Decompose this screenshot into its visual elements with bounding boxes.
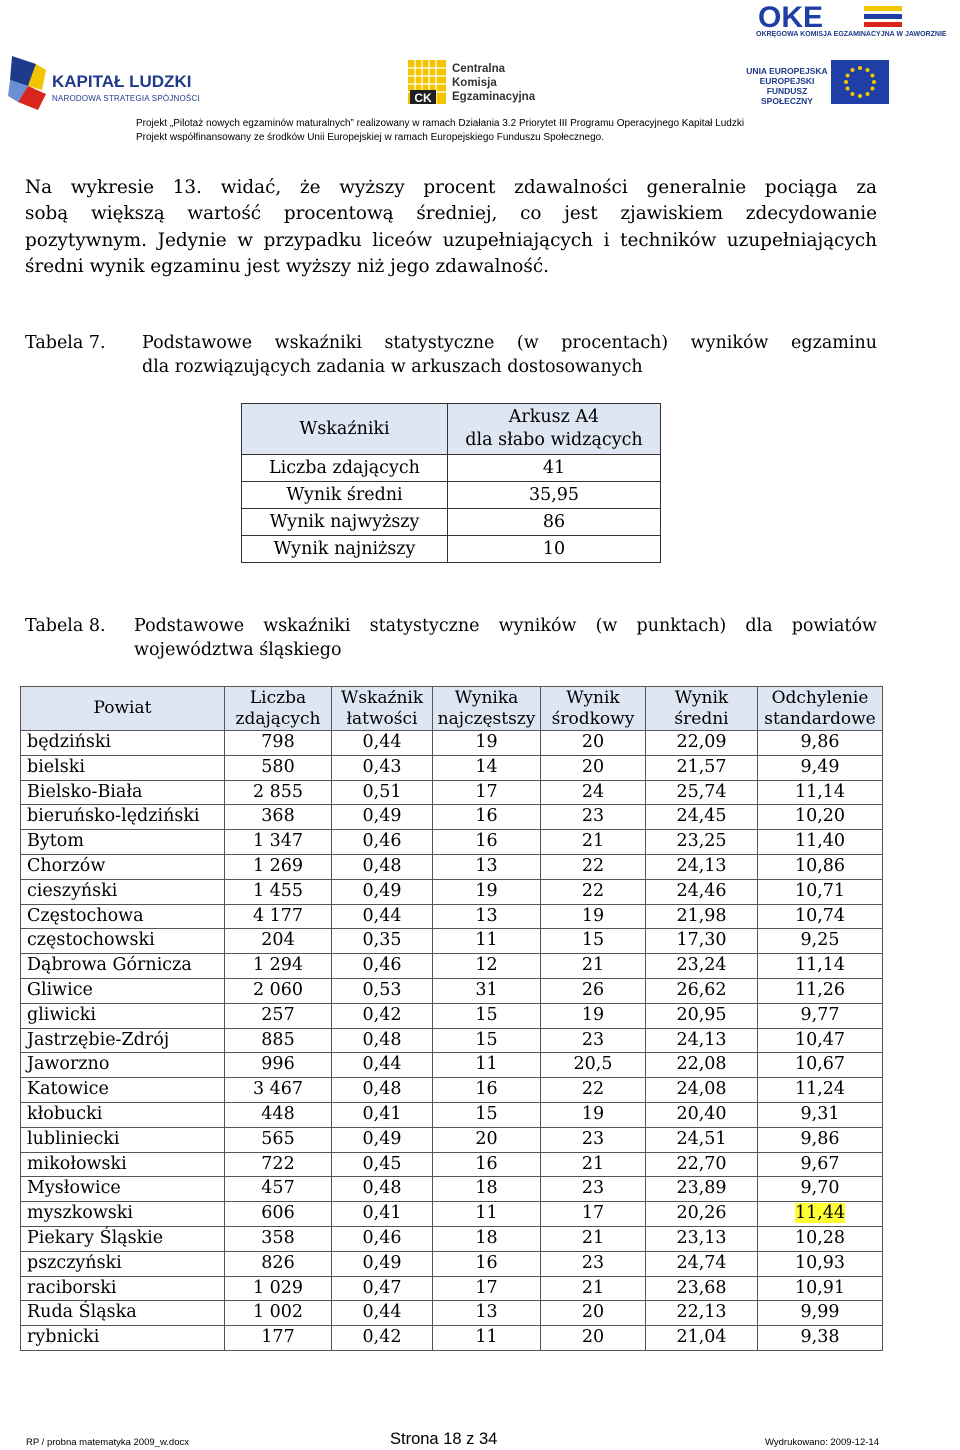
table-row (21, 1102, 883, 1127)
footer-page-number: Strona 18 z 34 (390, 1430, 498, 1448)
table8-value-cell: 24,13 (646, 1028, 758, 1053)
table8-value-cell: 9,67 (758, 1152, 883, 1177)
cke-mark-text: CK (414, 91, 432, 104)
table8-value-cell: 24,45 (646, 805, 758, 830)
table8-value-cell: 10,86 (758, 854, 883, 879)
table8-value-cell: 13 (433, 904, 541, 929)
table8-value-cell: 1 347 (225, 830, 332, 855)
table7-row-value: 86 (448, 509, 661, 536)
table8-value-cell: 22,08 (646, 1053, 758, 1078)
table8-value-cell: 24,46 (646, 879, 758, 904)
table7-caption-line-2: dla rozwiązujących zadania w arkuszach dostosowanych (142, 357, 643, 377)
table8-header-line: Wynik (566, 687, 620, 708)
table8-value-cell: 0,48 (332, 1028, 433, 1053)
table8-value-cell: 10,28 (758, 1226, 883, 1251)
table8-value-cell: 13 (433, 854, 541, 879)
table8-value-cell: 1 029 (225, 1276, 332, 1301)
table8-value-cell: 20 (541, 1301, 646, 1326)
table8-powiat-cell: Katowice (21, 1078, 225, 1103)
table7-header-sheet (448, 404, 661, 455)
table8-label: Tabela 8. (25, 616, 106, 636)
table8-value-cell: 23,68 (646, 1276, 758, 1301)
table8-value-cell: 21,98 (646, 904, 758, 929)
table8-value-cell: 204 (225, 929, 332, 954)
table8-powiat-cell: Dąbrowa Górnicza (21, 954, 225, 979)
footer-print-date: Wydrukowano: 2009-12-14 (765, 1437, 879, 1448)
cke-grid-icon (408, 60, 446, 104)
table8-header-cell (646, 687, 758, 731)
table8-value-cell: 19 (541, 1102, 646, 1127)
table8-value-cell: 2 855 (225, 780, 332, 805)
table8-value-cell: 0,48 (332, 1078, 433, 1103)
table8-value-cell: 15 (433, 1102, 541, 1127)
table8-header-line: łatwości (346, 708, 418, 729)
table8-powiat-cell: Ruda Śląska (21, 1301, 225, 1326)
table8-value-cell: 1 269 (225, 854, 332, 879)
table8-value-cell: 565 (225, 1127, 332, 1152)
table8-header-cell (758, 687, 883, 731)
table8-value-cell: 13 (433, 1301, 541, 1326)
table8-value-cell: 17 (541, 1202, 646, 1227)
table8-powiat-cell: Gliwice (21, 978, 225, 1003)
table8-value-cell: 16 (433, 1152, 541, 1177)
table8-value-cell: 23,89 (646, 1177, 758, 1202)
table8-value-cell: 826 (225, 1251, 332, 1276)
table7-caption (25, 331, 877, 381)
table8-value-cell: 9,70 (758, 1177, 883, 1202)
table8-header-line: Liczba (249, 687, 307, 708)
table8-value-cell: 22 (541, 879, 646, 904)
table-row (21, 1078, 883, 1103)
table8-powiat-cell: Częstochowa (21, 904, 225, 929)
table8-powiat-cell: Mysłowice (21, 1177, 225, 1202)
table8-powiat-cell: Bytom (21, 830, 225, 855)
table7-header-sheet-line-2: dla słabo widzących (465, 430, 643, 450)
cke-name (452, 62, 535, 104)
table8-value-cell: 24,08 (646, 1078, 758, 1103)
eu-logo (745, 58, 895, 108)
table8-value-cell: 0,45 (332, 1152, 433, 1177)
eu-text-line-3: FUNDUSZ SPOŁECZNY (761, 86, 813, 106)
eu-text (745, 66, 829, 106)
table8-value-cell: 2 060 (225, 978, 332, 1003)
kapital-ludzki-star-icon (8, 50, 48, 112)
table8-value-cell: 457 (225, 1177, 332, 1202)
table8-value-cell: 0,41 (332, 1202, 433, 1227)
table8-caption-line-2: województwa śląskiego (134, 640, 342, 660)
table8-value-cell: 24,13 (646, 854, 758, 879)
table8-powiat-cell: pszczyński (21, 1251, 225, 1276)
table8-value-cell: 0,42 (332, 1326, 433, 1351)
table8-value-cell: 10,20 (758, 805, 883, 830)
table8-value-cell: 23 (541, 805, 646, 830)
table8-header-cell (433, 687, 541, 731)
table8-powiat-cell: bieruńsko-lędziński (21, 805, 225, 830)
table8-value-cell: 4 177 (225, 904, 332, 929)
table8-value-cell: 16 (433, 1078, 541, 1103)
table8-value-cell: 18 (433, 1177, 541, 1202)
table8-value-cell: 580 (225, 755, 332, 780)
table7-row (242, 509, 661, 536)
table8-value-cell: 10,71 (758, 879, 883, 904)
table8-value-cell: 19 (433, 879, 541, 904)
table8-value-cell: 9,31 (758, 1102, 883, 1127)
table8-value-cell: 11 (433, 1326, 541, 1351)
table8-value-cell: 14 (433, 755, 541, 780)
project-line-1: Projekt „Pilotaż nowych egzaminów maturalnych” realizowany w ramach Działania 3.2 Priorytet III Programu Operacyjnego Kapitał Ludzki (136, 118, 745, 129)
table7-row-value: 41 (448, 455, 661, 482)
table8-value-cell: 0,35 (332, 929, 433, 954)
table8-value-cell: 0,49 (332, 1251, 433, 1276)
table8-value-cell: 0,41 (332, 1102, 433, 1127)
table8-value-cell: 23,13 (646, 1226, 758, 1251)
table8-value-cell: 10,67 (758, 1053, 883, 1078)
table-row (21, 1226, 883, 1251)
table8-header-line: standardowe (764, 708, 876, 729)
paragraph-line-2: sobą większą wartość procentową średniej, co jest zjawiskiem zdecydowanie (25, 203, 877, 225)
table-row (21, 805, 883, 830)
eu-text-line-2: EUROPEJSKI (759, 76, 815, 86)
table-row (21, 879, 883, 904)
table7-row-value: 10 (448, 536, 661, 563)
table-row (21, 731, 883, 756)
table8-powiat-cell: myszkowski (21, 1202, 225, 1227)
table8-value-cell: 20 (433, 1127, 541, 1152)
table8-powiat-cell: Chorzów (21, 854, 225, 879)
table8-value-cell: 10,91 (758, 1276, 883, 1301)
table8-value-cell (758, 1202, 883, 1227)
table8-value-cell: 20,95 (646, 1003, 758, 1028)
table7-row-label: Liczba zdających (242, 455, 448, 482)
oke-mark-icon (756, 2, 906, 30)
table8-powiat-cell: Bielsko-Biała (21, 780, 225, 805)
table-row (21, 1251, 883, 1276)
table8-value-cell: 22 (541, 1078, 646, 1103)
table8-value-cell: 996 (225, 1053, 332, 1078)
eu-text-line-1: UNIA EUROPEJSKA (746, 66, 828, 76)
table7-row (242, 482, 661, 509)
table-row (21, 1127, 883, 1152)
table8-value-cell: 0,47 (332, 1276, 433, 1301)
table8-value-cell: 31 (433, 978, 541, 1003)
table8-value-cell: 9,99 (758, 1301, 883, 1326)
table8-value-cell: 15 (541, 929, 646, 954)
table-row (21, 854, 883, 879)
table8-header-cell (332, 687, 433, 731)
table8-value-cell: 0,51 (332, 780, 433, 805)
table8-value-cell: 17,30 (646, 929, 758, 954)
paragraph-line-1: Na wykresie 13. widać, że wyższy procent zdawalności generalnie pociąga za (25, 177, 877, 198)
table8 (20, 686, 883, 1351)
table8-value-cell: 0,44 (332, 731, 433, 756)
table8-value-cell: 19 (541, 904, 646, 929)
table7-row-label: Wynik średni (242, 482, 448, 509)
table8-value-cell: 11,14 (758, 780, 883, 805)
table8-powiat-cell: częstochowski (21, 929, 225, 954)
table8-value-cell: 885 (225, 1028, 332, 1053)
table8-value-cell: 15 (433, 1003, 541, 1028)
highlighted-value: 11,44 (794, 1203, 846, 1224)
table8-value-cell: 22,09 (646, 731, 758, 756)
table-row (21, 830, 883, 855)
table8-value-cell: 9,77 (758, 1003, 883, 1028)
table8-value-cell: 0,48 (332, 854, 433, 879)
table7-header-sheet-line-1: Arkusz A4 (508, 407, 600, 427)
table7-label: Tabela 7. (25, 333, 106, 353)
table7-header-indicator: Wskaźniki (242, 404, 448, 455)
table8-header-cell (225, 687, 332, 731)
oke-subtitle: OKRĘGOWA KOMISJA EGZAMINACYJNA W JAWORZNIE (756, 31, 947, 38)
table8-value-cell: 0,46 (332, 1226, 433, 1251)
table8-value-cell: 11,26 (758, 978, 883, 1003)
table8-value-cell: 9,86 (758, 1127, 883, 1152)
table8-value-cell: 20,5 (541, 1053, 646, 1078)
table8-value-cell: 1 002 (225, 1301, 332, 1326)
table8-value-cell: 722 (225, 1152, 332, 1177)
table8-header-line: Wynika (454, 687, 519, 708)
kapital-ludzki-title: KAPITAŁ LUDZKI (52, 72, 192, 91)
table7-row-label: Wynik najniższy (242, 536, 448, 563)
table-row (21, 1053, 883, 1078)
table8-header-line: najczęstszy (437, 708, 536, 729)
oke-logo (752, 2, 960, 44)
table-row (21, 1326, 883, 1351)
table8-powiat-cell: mikołowski (21, 1152, 225, 1177)
table8-value-cell: 0,46 (332, 954, 433, 979)
table8-value-cell: 17 (433, 780, 541, 805)
table8-header-line: Powiat (93, 698, 152, 718)
table8-value-cell: 23 (541, 1127, 646, 1152)
table8-value-cell: 0,49 (332, 1127, 433, 1152)
eu-flag-icon (831, 60, 889, 104)
table8-value-cell: 0,43 (332, 755, 433, 780)
table8-powiat-cell: cieszyński (21, 879, 225, 904)
table8-value-cell: 257 (225, 1003, 332, 1028)
table8-value-cell: 20,26 (646, 1202, 758, 1227)
table8-header-line: Odchylenie (771, 687, 869, 708)
table8-value-cell: 9,86 (758, 731, 883, 756)
table8-value-cell: 16 (433, 830, 541, 855)
table8-value-cell: 1 294 (225, 954, 332, 979)
table8-value-cell: 0,48 (332, 1177, 433, 1202)
kapital-ludzki-logo (8, 50, 208, 120)
table8-powiat-cell: bielski (21, 755, 225, 780)
table8-powiat-cell: Piekary Śląskie (21, 1226, 225, 1251)
table8-value-cell: 15 (433, 1028, 541, 1053)
table8-powiat-cell: rybnicki (21, 1326, 225, 1351)
table8-value-cell: 11,24 (758, 1078, 883, 1103)
table8-value-cell: 0,42 (332, 1003, 433, 1028)
table8-value-cell: 11,40 (758, 830, 883, 855)
page-header (0, 0, 960, 150)
table8-value-cell: 0,49 (332, 879, 433, 904)
table8-value-cell: 18 (433, 1226, 541, 1251)
table8-value-cell: 24 (541, 780, 646, 805)
oke-mark-text: OKE (758, 2, 824, 30)
table8-powiat-cell: gliwicki (21, 1003, 225, 1028)
table8-powiat-cell: raciborski (21, 1276, 225, 1301)
table8-value-cell: 21 (541, 1152, 646, 1177)
table8-value-cell: 606 (225, 1202, 332, 1227)
table8-value-cell: 19 (433, 731, 541, 756)
table-row (21, 978, 883, 1003)
table8-value-cell: 23,24 (646, 954, 758, 979)
body-paragraph (25, 175, 877, 281)
table-row (21, 1202, 883, 1227)
table8-value-cell: 17 (433, 1276, 541, 1301)
table8-value-cell: 26 (541, 978, 646, 1003)
table8-value-cell: 21 (541, 954, 646, 979)
table8-value-cell: 0,53 (332, 978, 433, 1003)
table8-value-cell: 23 (541, 1177, 646, 1202)
table8-value-cell: 10,74 (758, 904, 883, 929)
paragraph-line-3: pozytywnym. Jedynie w przypadku liceów uzupełniających i techników uzupełniających (25, 229, 877, 251)
table8-value-cell: 177 (225, 1326, 332, 1351)
table-row (21, 1003, 883, 1028)
table8-caption (25, 614, 877, 664)
table8-header-cell (541, 687, 646, 731)
table8-value-cell: 24,51 (646, 1127, 758, 1152)
table8-value-cell: 21 (541, 830, 646, 855)
cke-name-line-2: Komisja (452, 77, 497, 89)
table8-value-cell: 448 (225, 1102, 332, 1127)
table8-header-cell (21, 687, 225, 731)
table8-value-cell: 9,25 (758, 929, 883, 954)
table8-value-cell: 21,57 (646, 755, 758, 780)
table8-value-cell: 12 (433, 954, 541, 979)
cke-name-line-3: Egzaminacyjna (452, 91, 536, 103)
table-row (21, 1276, 883, 1301)
table-row (21, 780, 883, 805)
table8-powiat-cell: Jastrzębie-Zdrój (21, 1028, 225, 1053)
table8-value-cell: 23 (541, 1251, 646, 1276)
table-row (21, 954, 883, 979)
cke-name-line-1: Centralna (452, 63, 506, 75)
table8-value-cell: 23 (541, 1028, 646, 1053)
table7-row-label: Wynik najwyższy (242, 509, 448, 536)
table8-value-cell: 11 (433, 929, 541, 954)
table8-value-cell: 0,44 (332, 904, 433, 929)
table8-value-cell: 24,74 (646, 1251, 758, 1276)
table8-powiat-cell: będziński (21, 731, 225, 756)
table8-value-cell: 21 (541, 1276, 646, 1301)
table8-powiat-cell: lubliniecki (21, 1127, 225, 1152)
table7 (241, 403, 661, 563)
paragraph-line-4: średni wynik egzaminu jest wyższy niż jego zdawalność. (25, 256, 549, 278)
table8-value-cell: 19 (541, 1003, 646, 1028)
table8-value-cell: 0,44 (332, 1053, 433, 1078)
table8-value-cell: 10,47 (758, 1028, 883, 1053)
table-row (21, 1152, 883, 1177)
table8-value-cell: 16 (433, 1251, 541, 1276)
table8-value-cell: 25,74 (646, 780, 758, 805)
table8-powiat-cell: kłobucki (21, 1102, 225, 1127)
table8-value-cell: 0,44 (332, 1301, 433, 1326)
table8-value-cell: 22,70 (646, 1152, 758, 1177)
table-row (21, 1028, 883, 1053)
footer-filename: RP / probna matematyka 2009_w.docx (26, 1437, 190, 1448)
table8-value-cell: 23,25 (646, 830, 758, 855)
project-line-2: Projekt współfinansowany ze środków Unii Europejskiej w ramach Europejskiego Funduszu Społecznego. (136, 132, 605, 143)
table-row (21, 904, 883, 929)
table8-value-cell: 11 (433, 1202, 541, 1227)
table8-value-cell: 11,14 (758, 954, 883, 979)
table8-value-cell: 9,49 (758, 755, 883, 780)
table8-value-cell: 9,38 (758, 1326, 883, 1351)
table8-powiat-cell: Jaworzno (21, 1053, 225, 1078)
table8-value-cell: 22 (541, 854, 646, 879)
table8-value-cell: 16 (433, 805, 541, 830)
table7-row-value: 35,95 (448, 482, 661, 509)
table7-caption-line-1: Podstawowe wskaźniki statystyczne (w procentach) wyników egzaminu (142, 333, 877, 353)
table8-value-cell: 20 (541, 1326, 646, 1351)
table8-value-cell: 21 (541, 1226, 646, 1251)
table8-value-cell: 358 (225, 1226, 332, 1251)
table8-value-cell: 21,04 (646, 1326, 758, 1351)
table-row (21, 929, 883, 954)
table8-value-cell: 20 (541, 731, 646, 756)
cke-logo (408, 58, 568, 108)
table8-header-line: Wynik (674, 687, 729, 708)
table8-value-cell: 0,46 (332, 830, 433, 855)
table8-value-cell: 368 (225, 805, 332, 830)
table-row (21, 1177, 883, 1202)
table8-caption-line-1: Podstawowe wskaźniki statystyczne wyników (w punktach) dla powiatów (134, 616, 877, 636)
table8-value-cell: 20 (541, 755, 646, 780)
table8-value-cell: 10,93 (758, 1251, 883, 1276)
table-row (21, 755, 883, 780)
table8-value-cell: 22,13 (646, 1301, 758, 1326)
table8-value-cell: 11 (433, 1053, 541, 1078)
table8-value-cell: 0,49 (332, 805, 433, 830)
table8-value-cell: 26,62 (646, 978, 758, 1003)
table8-value-cell: 1 455 (225, 879, 332, 904)
table8-header-line: średni (674, 708, 729, 729)
table8-header-line: zdających (235, 708, 321, 729)
table-row (21, 1301, 883, 1326)
kapital-ludzki-subtitle: NARODOWA STRATEGIA SPÓJNOŚCI (52, 94, 200, 103)
table8-value-cell: 20,40 (646, 1102, 758, 1127)
table7-row (242, 536, 661, 563)
table8-value-cell: 3 467 (225, 1078, 332, 1103)
table8-value-cell: 798 (225, 731, 332, 756)
table8-header-line: środkowy (551, 708, 635, 729)
table7-row (242, 455, 661, 482)
table8-header-line: Wskaźnik (340, 687, 424, 708)
